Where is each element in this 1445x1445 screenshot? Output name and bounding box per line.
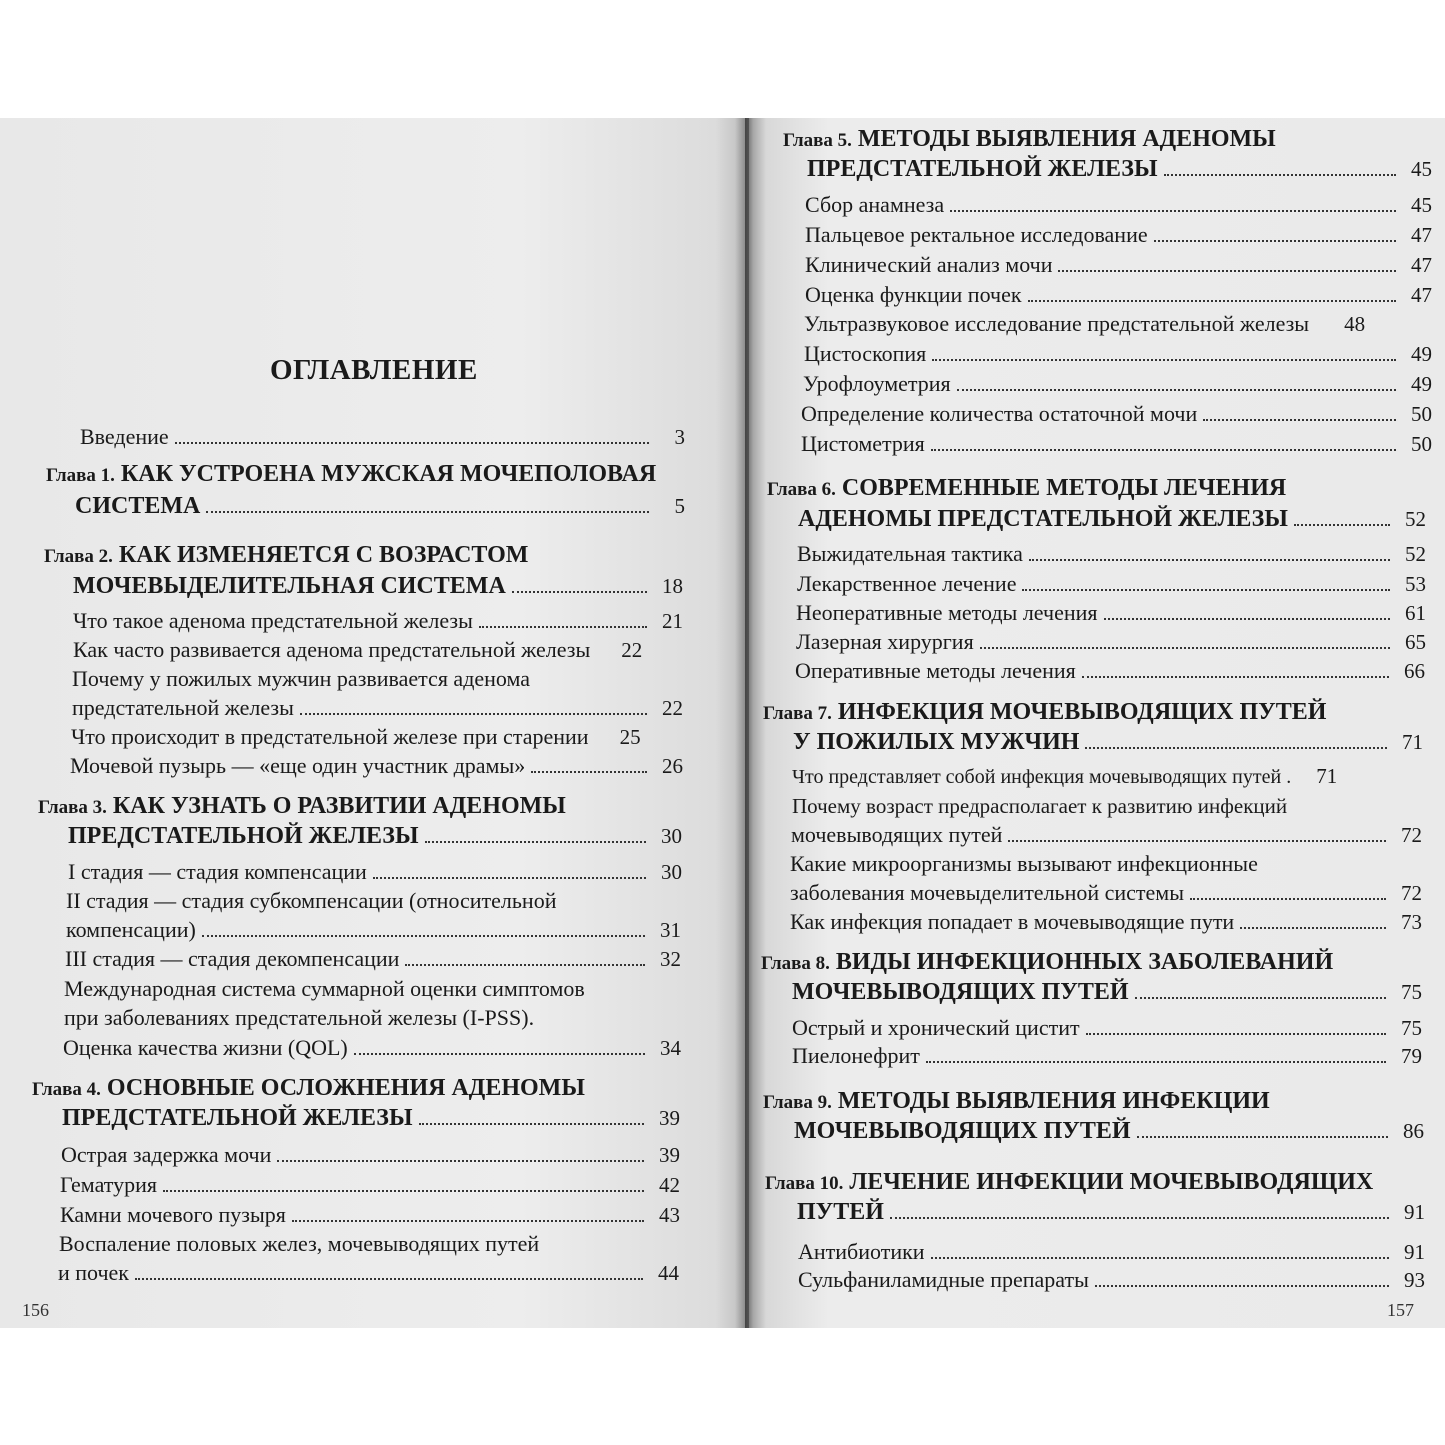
toc-entry[interactable]: Сбор анамнеза 45 <box>805 192 1432 217</box>
toc-entry[interactable]: Что представляет собой инфекция мочевыводящих путей . 71 <box>792 764 1338 788</box>
toc-entry-line[interactable]: II стадия — стадия субкомпенсации (относительной <box>66 888 557 913</box>
right-page <box>745 118 1445 1328</box>
toc-entry[interactable]: компенсации) 31 <box>66 917 681 942</box>
chapter-3-heading[interactable]: Глава 3. КАК УЗНАТЬ О РАЗВИТИИ АДЕНОМЫ <box>38 793 566 819</box>
toc-entry-chapter-5[interactable]: ПРЕДСТАТЕЛЬНОЙ ЖЕЛЕЗЫ 45 <box>807 156 1432 182</box>
toc-entry[interactable]: Пальцевое ректальное исследование 47 <box>805 222 1432 247</box>
page-number: 157 <box>1387 1300 1414 1320</box>
toc-entry[interactable]: заболевания мочевыделительной системы 72 <box>790 880 1422 905</box>
toc-entry-line[interactable]: Международная система суммарной оценки симптомов <box>64 976 585 1001</box>
toc-entry-chapter-4[interactable]: ПРЕДСТАТЕЛЬНОЙ ЖЕЛЕЗЫ 39 <box>62 1105 680 1131</box>
toc-entry[interactable]: Цистоскопия 49 <box>804 341 1432 366</box>
book-gutter <box>735 118 749 1328</box>
toc-entry[interactable]: Камни мочевого пузыря 43 <box>60 1202 680 1227</box>
toc-entry[interactable]: Лекарственное лечение 53 <box>797 571 1426 596</box>
toc-entry-line[interactable]: Какие микроорганизмы вызывают инфекционные <box>790 851 1258 876</box>
toc-entry[interactable]: Выжидательная тактика 52 <box>797 541 1426 566</box>
toc-entry[interactable]: Острый и хронический цистит 75 <box>792 1015 1422 1040</box>
toc-entry[interactable]: Как часто развивается аденома предстательной железы 22 <box>73 637 643 662</box>
toc-entry[interactable]: и почек 44 <box>58 1260 679 1285</box>
show-through-text <box>20 138 670 167</box>
toc-entry[interactable]: Клинический анализ мочи 47 <box>805 252 1432 277</box>
toc-entry[interactable]: Неоперативные методы лечения 61 <box>796 600 1426 625</box>
toc-entry[interactable]: Сульфаниламидные препараты 93 <box>798 1267 1425 1292</box>
toc-entry[interactable]: Мочевой пузырь — «еще один участник драмы» 26 <box>70 753 683 778</box>
toc-entry[interactable]: Оценка качества жизни (QOL) 34 <box>63 1035 681 1060</box>
chapter-2-heading[interactable]: Глава 2. КАК ИЗМЕНЯЕТСЯ С ВОЗРАСТОМ <box>44 542 529 568</box>
toc-entry[interactable]: III стадия — стадия декомпенсации 32 <box>65 946 681 971</box>
toc-entry[interactable]: предстательной железы 22 <box>72 695 683 720</box>
toc-entry-chapter-1[interactable]: СИСТЕМА 5 <box>75 493 685 519</box>
chapter-8-heading[interactable]: Глава 8. ВИДЫ ИНФЕКЦИОННЫХ ЗАБОЛЕВАНИЙ <box>761 949 1334 975</box>
toc-entry-line[interactable]: Почему у пожилых мужчин развивается аденома <box>72 666 531 691</box>
toc-entry[interactable]: Ультразвуковое исследование предстательной железы 48 <box>804 311 1366 336</box>
toc-entry-line[interactable]: Воспаление половых желез, мочевыводящих путей <box>59 1231 540 1256</box>
toc-entry-line[interactable]: Почему возраст предрасполагает к развитию инфекций <box>792 794 1288 818</box>
toc-entry[interactable]: Антибиотики 91 <box>798 1239 1425 1264</box>
toc-entry[interactable]: Определение количества остаточной мочи 50 <box>801 401 1432 426</box>
chapter-10-heading[interactable]: Глава 10. ЛЕЧЕНИЕ ИНФЕКЦИИ МОЧЕВЫВОДЯЩИХ <box>765 1169 1374 1195</box>
toc-entry[interactable]: Лазерная хирургия 65 <box>796 629 1426 654</box>
toc-entry[interactable]: Острая задержка мочи 39 <box>61 1142 680 1167</box>
toc-entry[interactable]: Что такое аденома предстательной железы 21 <box>73 608 683 633</box>
toc-entry-line[interactable]: при заболеваниях предстательной железы (I-PSS). <box>64 1005 535 1030</box>
toc-entry[interactable]: Как инфекция попадает в мочевыводящие пути 73 <box>790 909 1422 934</box>
toc-entry-chapter-6[interactable]: АДЕНОМЫ ПРЕДСТАТЕЛЬНОЙ ЖЕЛЕЗЫ 52 <box>798 506 1426 532</box>
toc-entry[interactable]: Оперативные методы лечения 66 <box>795 658 1425 683</box>
toc-title: ОГЛАВЛЕНИЕ <box>270 354 478 386</box>
toc-entry-chapter-8[interactable]: МОЧЕВЫВОДЯЩИХ ПУТЕЙ 75 <box>792 979 1422 1005</box>
chapter-5-heading[interactable]: Глава 5. МЕТОДЫ ВЫЯВЛЕНИЯ АДЕНОМЫ <box>783 126 1276 152</box>
toc-entry-chapter-9[interactable]: МОЧЕВЫВОДЯЩИХ ПУТЕЙ 86 <box>794 1118 1424 1144</box>
chapter-4-heading[interactable]: Глава 4. ОСНОВНЫЕ ОСЛОЖНЕНИЯ АДЕНОМЫ <box>32 1075 585 1101</box>
toc-entry[interactable]: мочевыводящих путей 72 <box>791 822 1422 847</box>
toc-entry-chapter-3[interactable]: ПРЕДСТАТЕЛЬНОЙ ЖЕЛЕЗЫ 30 <box>68 823 682 849</box>
toc-entry[interactable]: I стадия — стадия компенсации 30 <box>68 859 682 884</box>
toc-entry[interactable]: Гематурия 42 <box>60 1172 680 1197</box>
toc-entry[interactable]: Оценка функции почек 47 <box>805 282 1432 307</box>
chapter-6-heading[interactable]: Глава 6. СОВРЕМЕННЫЕ МЕТОДЫ ЛЕЧЕНИЯ <box>767 475 1287 501</box>
toc-entry[interactable]: Цистометрия 50 <box>801 431 1432 456</box>
page-number: 156 <box>22 1300 49 1320</box>
chapter-7-heading[interactable]: Глава 7. ИНФЕКЦИЯ МОЧЕВЫВОДЯЩИХ ПУТЕЙ <box>763 699 1327 725</box>
book-spread <box>0 118 1445 1328</box>
chapter-9-heading[interactable]: Глава 9. МЕТОДЫ ВЫЯВЛЕНИЯ ИНФЕКЦИИ <box>763 1088 1270 1114</box>
toc-entry-chapter-10[interactable]: ПУТЕЙ 91 <box>797 1199 1425 1225</box>
toc-entry[interactable]: Урофлоуметрия 49 <box>803 371 1432 396</box>
left-page <box>0 118 745 1328</box>
toc-entry-intro[interactable]: Введение 3 <box>80 424 685 449</box>
toc-entry-chapter-7[interactable]: У ПОЖИЛЫХ МУЖЧИН 71 <box>793 729 1423 755</box>
toc-entry[interactable]: Что происходит в предстательной железе при старении 25 <box>71 724 641 749</box>
chapter-1-heading[interactable]: Глава 1. КАК УСТРОЕНА МУЖСКАЯ МОЧЕПОЛОВАЯ <box>46 461 657 487</box>
toc-entry-chapter-2[interactable]: МОЧЕВЫДЕЛИТЕЛЬНАЯ СИСТЕМА 18 <box>73 573 683 599</box>
toc-entry[interactable]: Пиелонефрит 79 <box>792 1043 1422 1068</box>
